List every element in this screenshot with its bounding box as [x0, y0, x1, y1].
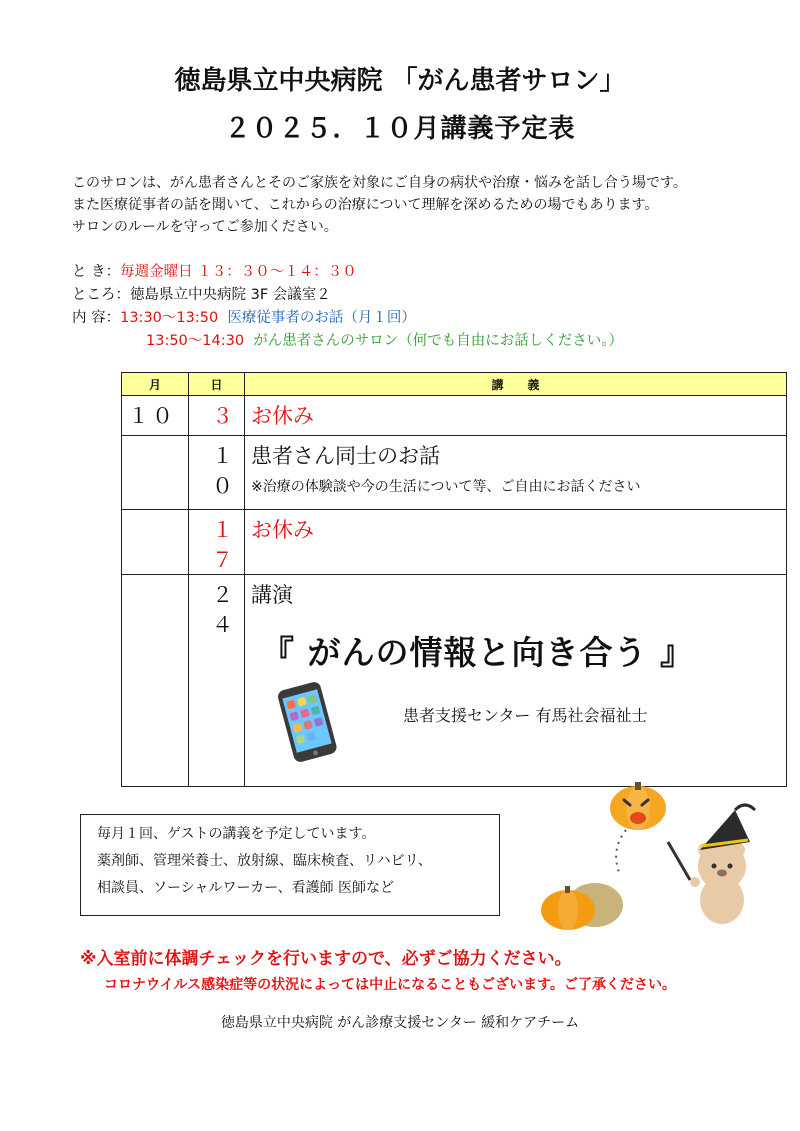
day-cell: １７: [189, 510, 245, 575]
info-content: [72, 307, 416, 329]
table-row: [122, 575, 787, 787]
day-cell: ２４: [189, 575, 245, 787]
bear-witch-icon: [668, 805, 755, 924]
month-cell: [122, 436, 189, 510]
smartphone-icon: [267, 679, 347, 763]
lecture-title: 講演: [251, 583, 293, 607]
guest-line-1: 毎月１回、ゲストの講義を予定しています。: [97, 826, 376, 842]
table-row: [122, 436, 787, 510]
intro-line-1: このサロンは、がん患者さんとそのご家族を対象にご自身の病状や治療・悩みを話し合う場です。: [72, 175, 687, 191]
guest-info-box: [80, 814, 500, 916]
halloween-illustration: [530, 780, 770, 935]
footer-organization: 徳島県立中央病院 がん診療支援センター 緩和ケアチーム: [220, 1015, 580, 1031]
page-subtitle: ２０２５．１０月講義予定表: [224, 114, 576, 144]
intro-line-2: また医療従事者の話を聞いて、これからの治療について理解を深めるための場でもあります。: [72, 197, 659, 213]
lecture-cell: お休み: [245, 396, 787, 436]
content2-time: 13:50～14:30: [146, 333, 245, 349]
when-label: と き：: [72, 264, 121, 280]
intro-line-3: サロンのルールを守ってご参加ください。: [72, 219, 338, 235]
info-where: [72, 284, 331, 306]
lecture-title: 患者さん同士のお話: [251, 444, 440, 468]
where-label: ところ：: [72, 287, 130, 303]
month-cell: １０: [122, 396, 189, 436]
day-cell: ３: [189, 396, 245, 436]
lecture-cell: [245, 436, 787, 510]
header-month: 月: [122, 373, 189, 396]
header-lecture: 講 義: [245, 373, 787, 396]
schedule-table: [121, 372, 787, 787]
content2-text: がん患者さんのサロン（何でも自由にお話しください。）: [253, 333, 624, 349]
content-label: 内 容：: [72, 310, 121, 326]
lecture-speaker: 患者支援センター 有馬社会福祉士: [403, 706, 648, 725]
info-when: [72, 261, 357, 283]
lecture-cell: お休み: [245, 510, 787, 575]
table-row: [122, 510, 787, 575]
info-content-2: [146, 330, 623, 352]
warning-cancellation: コロナウイルス感染症等の状況によっては中止になることもございます。ご了承ください。: [104, 977, 677, 993]
day-cell: １０: [189, 436, 245, 510]
lecture-note: ※治療の体験談や今の生活について等、ご自由にお話ください: [251, 479, 641, 495]
header-day: 日: [189, 373, 245, 396]
month-cell: [122, 575, 189, 787]
content1-text: 医療従事者のお話（月１回）: [227, 310, 416, 326]
content1-time: 13:30～13:50: [120, 310, 219, 326]
warning-health-check: ※入室前に体調チェックを行いますので、必ずご協力ください。: [80, 949, 572, 969]
lecture-topic: 『 がんの情報と向き合う 』: [261, 633, 694, 672]
table-row: [122, 396, 787, 436]
where-value: 徳島県立中央病院 3F 会議室２: [130, 287, 331, 303]
guest-line-3: 相談員、ソーシャルワーカー、看護師 医師など: [97, 880, 395, 896]
lecture-cell: [245, 575, 787, 787]
when-value: 毎週金曜日 １３：３０～１４：３０: [120, 264, 357, 280]
month-cell: [122, 510, 189, 575]
guest-line-2: 薬剤師、管理栄養士、放射線、臨床検査、リハビリ、: [97, 853, 432, 869]
page-title: 徳島県立中央病院 「がん患者サロン」: [174, 66, 626, 96]
pumpkin-icon: [541, 883, 623, 930]
pumpkin-icon: [610, 782, 666, 830]
